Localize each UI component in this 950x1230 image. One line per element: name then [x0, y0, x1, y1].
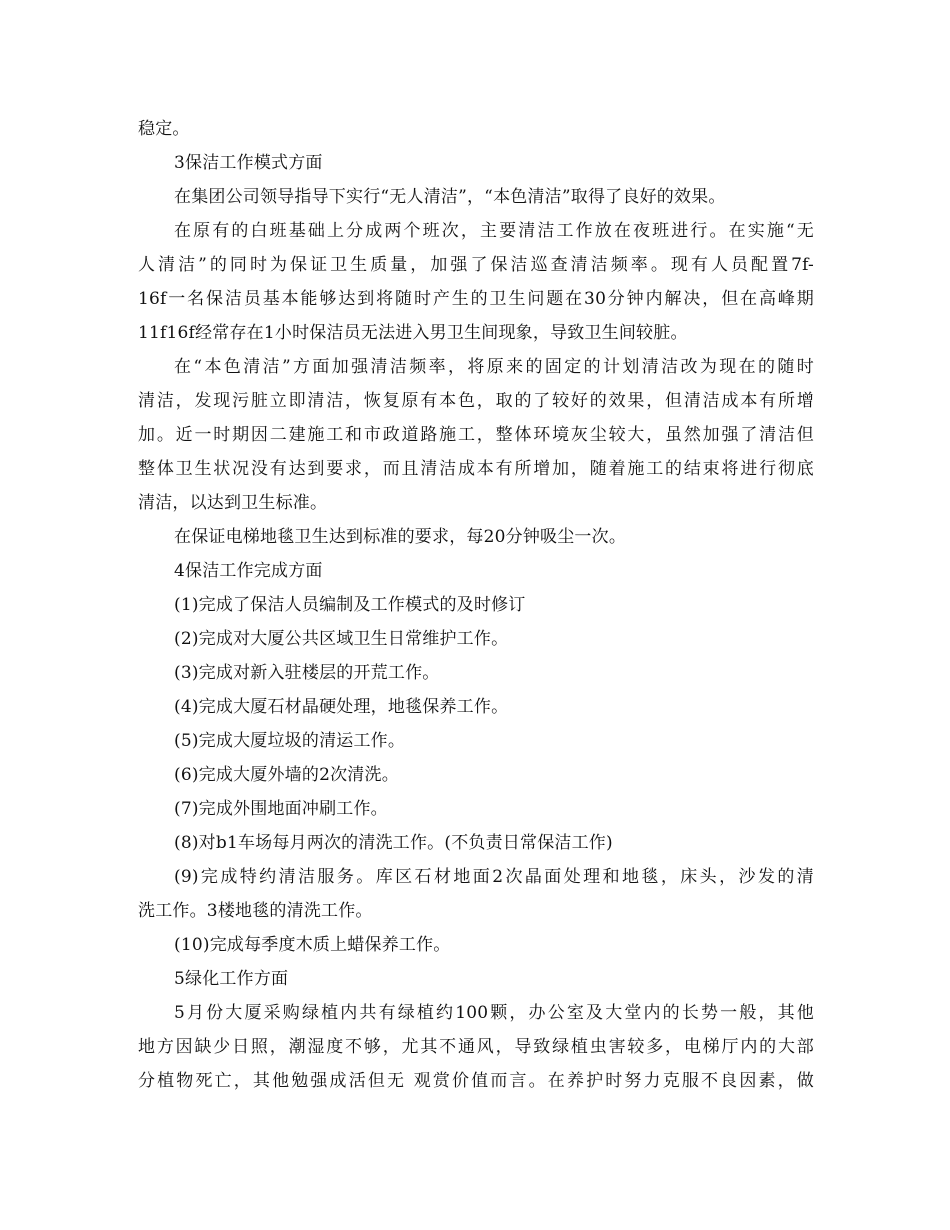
text-line: 清洁，以达到卫生标准。: [138, 493, 328, 513]
text-line: 11f16f经常存在1小时保洁员无法进入男卫生间现象，导致卫生间较脏。: [138, 323, 688, 343]
section-heading: 3保洁工作模式方面: [174, 153, 323, 173]
text-line: 加。近一时期因二建施工和市政道路施工，整体环境灰尘较大，虽然加强了清洁但: [138, 425, 814, 445]
text-line: 分植物死亡，其他勉强成活但无 观赏价值而言。在养护时努力克服不良因素，做: [138, 1071, 814, 1091]
list-item-continuation: 洗工作。3楼地毯的清洗工作。: [138, 901, 373, 921]
text-line: 地方因缺少日照，潮湿度不够，尤其不通风，导致绿植虫害较多，电梯厅内的大部: [138, 1037, 814, 1057]
document-page: [138, 112, 814, 1098]
text-line: 在“本色清洁”方面加强清洁频率，将原来的固定的计划清洁改为现在的随时: [174, 357, 814, 377]
text-line: 16f一名保洁员基本能够达到将随时产生的卫生问题在30分钟内解决，但在高峰期: [138, 289, 814, 309]
section-heading: 4保洁工作完成方面: [174, 561, 323, 581]
list-item: (10)完成每季度木质上蜡保养工作。: [174, 935, 451, 955]
list-item: (9)完成特约清洁服务。库区石材地面2次晶面处理和地毯，床头，沙发的清: [174, 867, 814, 887]
section-heading: 5绿化工作方面: [174, 969, 289, 989]
list-item: (4)完成大厦石材晶硬处理，地毯保养工作。: [174, 697, 509, 717]
list-item: (3)完成对新入驻楼层的开荒工作。: [174, 663, 440, 683]
text-line: 人清洁”的同时为保证卫生质量，加强了保洁巡查清洁频率。现有人员配置7f-: [138, 255, 814, 275]
text-line: 稳定。: [138, 119, 190, 139]
text-line: 在保证电梯地毯卫生达到标准的要求，每20分钟吸尘一次。: [174, 527, 627, 547]
text-line: 在原有的白班基础上分成两个班次，主要清洁工作放在夜班进行。在实施“无: [174, 221, 814, 241]
text-line: 清洁，发现污脏立即清洁，恢复原有本色，取的了较好的效果，但清洁成本有所增: [138, 391, 814, 411]
list-item: (7)完成外围地面冲刷工作。: [174, 799, 388, 819]
list-item: (8)对b1车场每月两次的清洗工作。(不负责日常保洁工作): [174, 833, 613, 853]
text-line: 在集团公司领导指导下实行“无人清洁”，“本色清洁”取得了良好的效果。: [174, 187, 726, 207]
list-item: (6)完成大厦外墙的2次清洗。: [174, 765, 399, 785]
list-item: (1)完成了保洁人员编制及工作模式的及时修订: [174, 595, 526, 615]
text-line: 5月份大厦采购绿植内共有绿植约100颗，办公室及大堂内的长势一般，其他: [174, 1003, 814, 1023]
list-item: (2)完成对大厦公共区域卫生日常维护工作。: [174, 629, 509, 649]
list-item: (5)完成大厦垃圾的清运工作。: [174, 731, 406, 751]
text-line: 整体卫生状况没有达到要求，而且清洁成本有所增加，随着施工的结束将进行彻底: [138, 459, 814, 479]
